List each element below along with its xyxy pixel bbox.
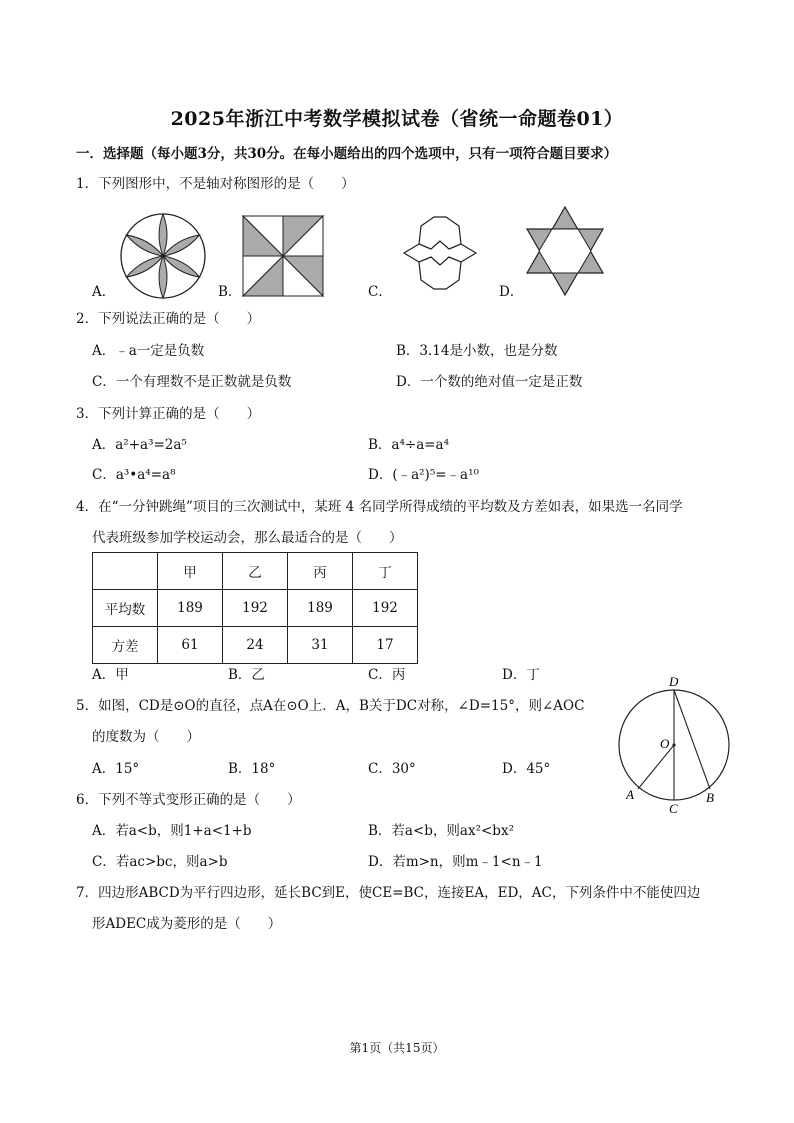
table-cell: 192: [353, 590, 418, 627]
table-header-cell: 乙: [223, 553, 288, 590]
table-cell: 17: [353, 627, 418, 664]
table-header-cell: 丙: [288, 553, 353, 590]
page-footer: 第1页（共15页）: [349, 1041, 445, 1055]
q2-option-b: B．3.14是小数，也是分数: [396, 343, 558, 359]
fig-label-d: D: [669, 674, 679, 689]
section-heading: 一．选择题（每小题3分，共30分。在每小题给出的四个选项中，只有一项符合题目要求）: [76, 146, 618, 162]
q5-stem-line2: 的度数为（ ）: [92, 729, 200, 745]
q6-option-c: C．若ac>bc，则a>b: [92, 854, 228, 870]
row-label-mean: 平均数: [93, 590, 158, 627]
fig-label-c: C: [669, 801, 678, 816]
table-cell: 61: [158, 627, 223, 664]
q2-stem: 2．下列说法正确的是（ ）: [76, 311, 261, 327]
q1-option-c-label: C．: [368, 284, 392, 300]
table-header-row: [93, 553, 418, 590]
q4-stem-line1: 4．在“一分钟跳绳”项目的三次测试中，某班 4 名同学所得成绩的平均数及方差如表，如果选一名同学: [76, 499, 683, 515]
q6-option-b: B．若a<b，则ax²<bx²: [368, 823, 514, 839]
table-cell: 189: [158, 590, 223, 627]
table-row: [93, 590, 418, 627]
q1-option-a-label: A．: [92, 284, 116, 300]
table-cell: 24: [223, 627, 288, 664]
table-cell: 31: [288, 627, 353, 664]
q5-circle-figure: [610, 672, 760, 822]
q5-option-c: C．30°: [368, 761, 416, 777]
q5-option-b: B．18°: [228, 761, 276, 777]
q1-stem: 1．下列图形中，不是轴对称图形的是（ ）: [76, 176, 355, 192]
q3-option-b: B．a⁴÷a=a⁴: [368, 437, 450, 453]
q3-option-a: A．a²+a³=2a⁵: [92, 437, 187, 453]
fig-label-o: O: [660, 736, 670, 751]
q1-option-b-label: B．: [218, 284, 242, 300]
fig-label-a: A: [626, 787, 634, 802]
page-title: 2025年浙江中考数学模拟试卷（省统一命题卷01）: [170, 108, 624, 130]
q3-option-d: D．(﹣a²)⁵=﹣a¹⁰: [368, 467, 479, 483]
table-header-cell: [93, 553, 158, 590]
q4-option-c: C．丙: [368, 667, 406, 683]
q4-stats-table: [92, 552, 418, 664]
q2-option-a: A．﹣a一定是负数: [92, 343, 205, 359]
q5-stem-line1: 5．如图，CD是⊙O的直径，点A在⊙O上．A，B关于DC对称，∠D=15°，则∠AOC: [76, 698, 585, 714]
q6-option-d: D．若m>n，则m﹣1<n﹣1: [368, 854, 543, 870]
q2-option-c: C．一个有理数不是正数就是负数: [92, 374, 292, 390]
q4-option-a: A．甲: [92, 667, 129, 683]
q4-stem-line2: 代表班级参加学校运动会，那么最适合的是（ ）: [92, 530, 403, 546]
q1-figure-b-pinwheel: [240, 213, 326, 299]
q4-option-d: D．丁: [502, 667, 540, 683]
q4-option-b: B．乙: [228, 667, 265, 683]
row-label-variance: 方差: [93, 627, 158, 664]
q7-stem-line2: 形ADEC成为菱形的是（ ）: [92, 916, 282, 932]
q1-figure-a-flower-circle: [118, 211, 208, 301]
q5-option-a: A．15°: [92, 761, 140, 777]
q7-stem-line1: 7．四边形ABCD为平行四边形，延长BC到E，使CE=BC，连接EA，ED，AC，下列条件中不能使四边: [76, 885, 701, 901]
q1-figure-c-hexagon-flower: [392, 210, 488, 296]
fig-label-b: B: [706, 790, 714, 805]
q1-option-d-label: D．: [499, 284, 524, 300]
table-header-cell: 丁: [353, 553, 418, 590]
table-row: [93, 627, 418, 664]
table-header-cell: 甲: [158, 553, 223, 590]
table-cell: 192: [223, 590, 288, 627]
q3-option-c: C．a³•a⁴=a⁸: [92, 467, 176, 483]
q6-stem: 6．下列不等式变形正确的是（ ）: [76, 792, 301, 808]
q6-option-a: A．若a<b，则1+a<1+b: [92, 823, 252, 839]
q3-stem: 3．下列计算正确的是（ ）: [76, 406, 261, 422]
q2-option-d: D．一个数的绝对值一定是正数: [396, 374, 583, 390]
q1-figure-d-hexagram: [525, 205, 605, 297]
table-cell: 189: [288, 590, 353, 627]
q5-option-d: D．45°: [502, 761, 551, 777]
